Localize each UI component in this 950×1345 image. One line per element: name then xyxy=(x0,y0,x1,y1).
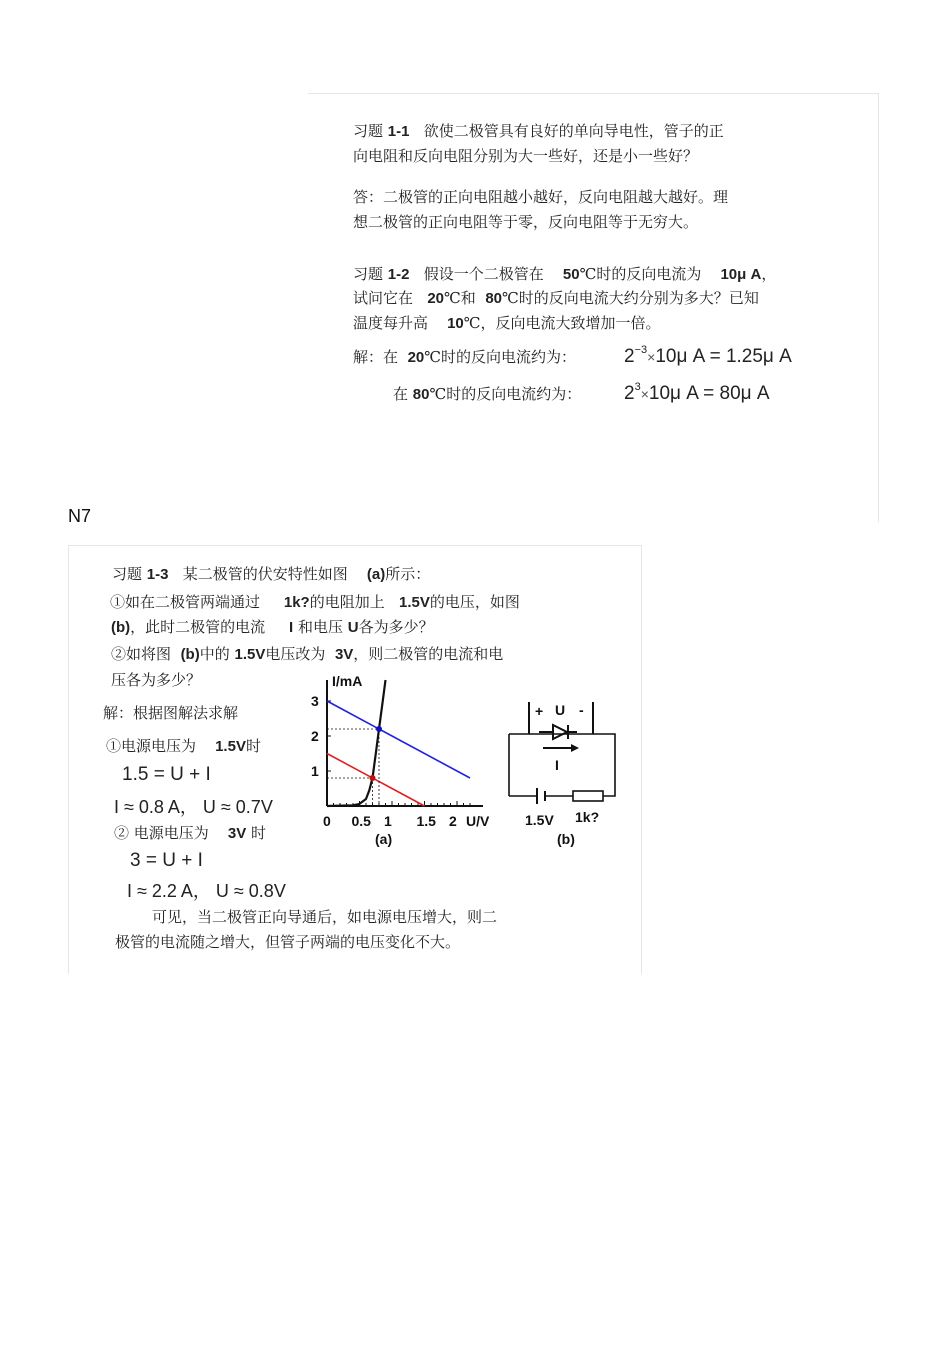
ex11-line1 xyxy=(353,121,724,142)
ex13-line5: 压各为多少？ xyxy=(111,671,202,689)
text: 解：在 xyxy=(353,348,399,366)
x-tick-label: 1.5 xyxy=(416,813,436,829)
ex12-formula1 xyxy=(624,346,792,368)
y-tick-label: 3 xyxy=(311,693,319,709)
diode-iv-curve xyxy=(327,680,386,806)
figure-ref: (a) xyxy=(366,566,386,583)
y-tick-label: 2 xyxy=(311,728,319,744)
circuit-diagram xyxy=(505,698,625,854)
resistor-icon xyxy=(573,791,603,801)
ex12-line3 xyxy=(353,313,661,334)
text: 电压改为 xyxy=(265,645,326,663)
formula-rest: 10μ A = 1.25μ A xyxy=(655,346,792,367)
text: 的电阻加上 xyxy=(309,593,385,611)
base: 2 xyxy=(624,346,635,367)
operating-point xyxy=(376,726,382,732)
ex13-eq1: 1.5 = U + I xyxy=(122,764,211,785)
value: U xyxy=(347,619,359,636)
text: ℃时的反向电流为 xyxy=(579,265,702,283)
text: 时 xyxy=(251,824,267,842)
value: 10 xyxy=(447,315,464,332)
text: ①电源电压为 xyxy=(106,737,197,755)
value: 80 xyxy=(412,386,430,403)
graph-caption: (a) xyxy=(375,831,393,847)
y-tick-label: 1 xyxy=(311,763,319,779)
text: 和电压 xyxy=(297,618,343,636)
exercise-number: 1-3 xyxy=(146,566,169,583)
exercise-number: 1-1 xyxy=(387,123,410,140)
text: 各为多少？ xyxy=(358,618,434,636)
times-sign: × xyxy=(647,349,656,365)
ex13-line2 xyxy=(110,592,520,613)
value: 1.5V xyxy=(234,646,266,663)
minus-sign: - xyxy=(579,702,584,718)
current-label: I xyxy=(555,757,559,773)
y-axis-label: I/mA xyxy=(332,673,363,689)
x-tick-label: 0.5 xyxy=(351,813,371,829)
ex13-conclusion2: 极管的电流随之增大，但管子两端的电压变化不大。 xyxy=(115,933,461,951)
value: 10μ A xyxy=(720,266,762,283)
ex13-case1 xyxy=(106,736,261,757)
value: 80 xyxy=(485,290,503,307)
battery-icon xyxy=(537,788,545,804)
diode-icon xyxy=(539,725,577,739)
text: 所示： xyxy=(385,565,431,583)
text: ℃，反向电流大致增加一倍。 xyxy=(463,314,661,332)
circuit-wire xyxy=(509,734,615,796)
current-arrow-icon xyxy=(543,744,579,752)
value: I xyxy=(289,619,294,636)
text: ，此时二极管的电流 xyxy=(130,618,266,636)
value: 20 xyxy=(427,290,445,307)
text: 习题 xyxy=(353,265,384,283)
ex13-solution: 解：根据图解法求解 xyxy=(103,704,239,722)
value: 3V xyxy=(334,646,354,663)
plus-sign: + xyxy=(535,703,544,719)
text: ℃时的反向电流大约分别为多大？已知 xyxy=(502,289,759,307)
ex11-answer-line1: 答：二极管的正向电阻越小越好，反向电阻越大越好。理 xyxy=(353,188,729,206)
text: 习题 xyxy=(353,122,384,140)
ex13-eq3: 3 = U + I xyxy=(130,850,203,871)
formula-rest: 10μ A = 80μ A xyxy=(648,383,770,404)
iv-characteristic-graph xyxy=(300,668,510,852)
x-tick-label: 1 xyxy=(384,813,392,829)
ex12-formula2 xyxy=(624,383,770,405)
text: 时 xyxy=(245,737,261,755)
ex13-line3 xyxy=(111,617,434,638)
value: 20 xyxy=(407,349,425,366)
value: 50 xyxy=(562,266,580,283)
operating-point xyxy=(370,775,376,781)
exponent: −3 xyxy=(634,344,648,356)
x-tick-label: 2 xyxy=(449,813,457,829)
ex11-line2: 向电阻和反向电阻分别为大一些好，还是小一些好？ xyxy=(353,147,699,165)
load-line-3v xyxy=(327,701,470,778)
ex13-eq4: I ≈ 2.2 A， U ≈ 0.8V xyxy=(127,881,286,901)
value: 1.5V xyxy=(215,738,246,755)
resistor-label: 1k? xyxy=(575,809,600,825)
text: 假设一个二极管在 xyxy=(423,265,544,283)
ex12-line1 xyxy=(353,264,776,285)
ex13-eq2: I ≈ 0.8 A， U ≈ 0.7V xyxy=(114,797,273,817)
x-tick-label: 0 xyxy=(323,813,331,829)
text: 的电压，如图 xyxy=(429,593,520,611)
text: ，则二极管的电流和电 xyxy=(353,645,504,663)
text: 在 xyxy=(393,385,409,403)
ex12-line2 xyxy=(353,288,759,309)
ex13-line1 xyxy=(112,564,430,585)
ex13-conclusion1: 可见，当二极管正向导通后，如电源电压增大，则二 xyxy=(152,908,498,926)
value: 3V xyxy=(227,825,247,842)
text: ， xyxy=(761,265,777,283)
circuit-caption: (b) xyxy=(557,831,575,847)
text: ℃时的反向电流约为： xyxy=(424,348,577,366)
value: 1k? xyxy=(283,594,310,611)
ex13-line4 xyxy=(111,644,503,665)
text: ①如在二极管两端通过 xyxy=(110,593,261,611)
source-label: 1.5V xyxy=(525,812,554,828)
base: 2 xyxy=(624,383,635,404)
value: 1.5V xyxy=(399,594,430,611)
exponent: 3 xyxy=(634,381,641,393)
text: 试问它在 xyxy=(353,289,414,307)
text: ℃时的反向电流约为： xyxy=(429,385,582,403)
text: ②如将图 xyxy=(111,645,172,663)
text: ② 电源电压为 xyxy=(114,824,209,842)
text: 某二极管的伏安特性如图 xyxy=(182,565,348,583)
page-label: N7 xyxy=(68,506,92,526)
ex13-case2 xyxy=(114,823,266,844)
text: 中的 xyxy=(199,645,230,663)
figure-ref: (b) xyxy=(111,619,131,636)
figure-ref: (b) xyxy=(180,646,200,663)
voltage-label: U xyxy=(555,702,566,718)
ex11-answer-line2: 想二极管的正向电阻等于零，反向电阻等于无穷大。 xyxy=(353,213,699,231)
times-sign: × xyxy=(640,386,649,402)
text: ℃和 xyxy=(444,289,476,307)
text: 欲使二极管具有良好的单向导电性，管子的正 xyxy=(423,122,724,140)
ex12-solution-line1 xyxy=(353,347,576,368)
ex12-solution-line2 xyxy=(393,384,581,405)
text: 温度每升高 xyxy=(353,314,429,332)
text: 习题 xyxy=(112,565,143,583)
x-axis-label: U/V xyxy=(466,813,490,829)
exercise-number: 1-2 xyxy=(387,266,410,283)
